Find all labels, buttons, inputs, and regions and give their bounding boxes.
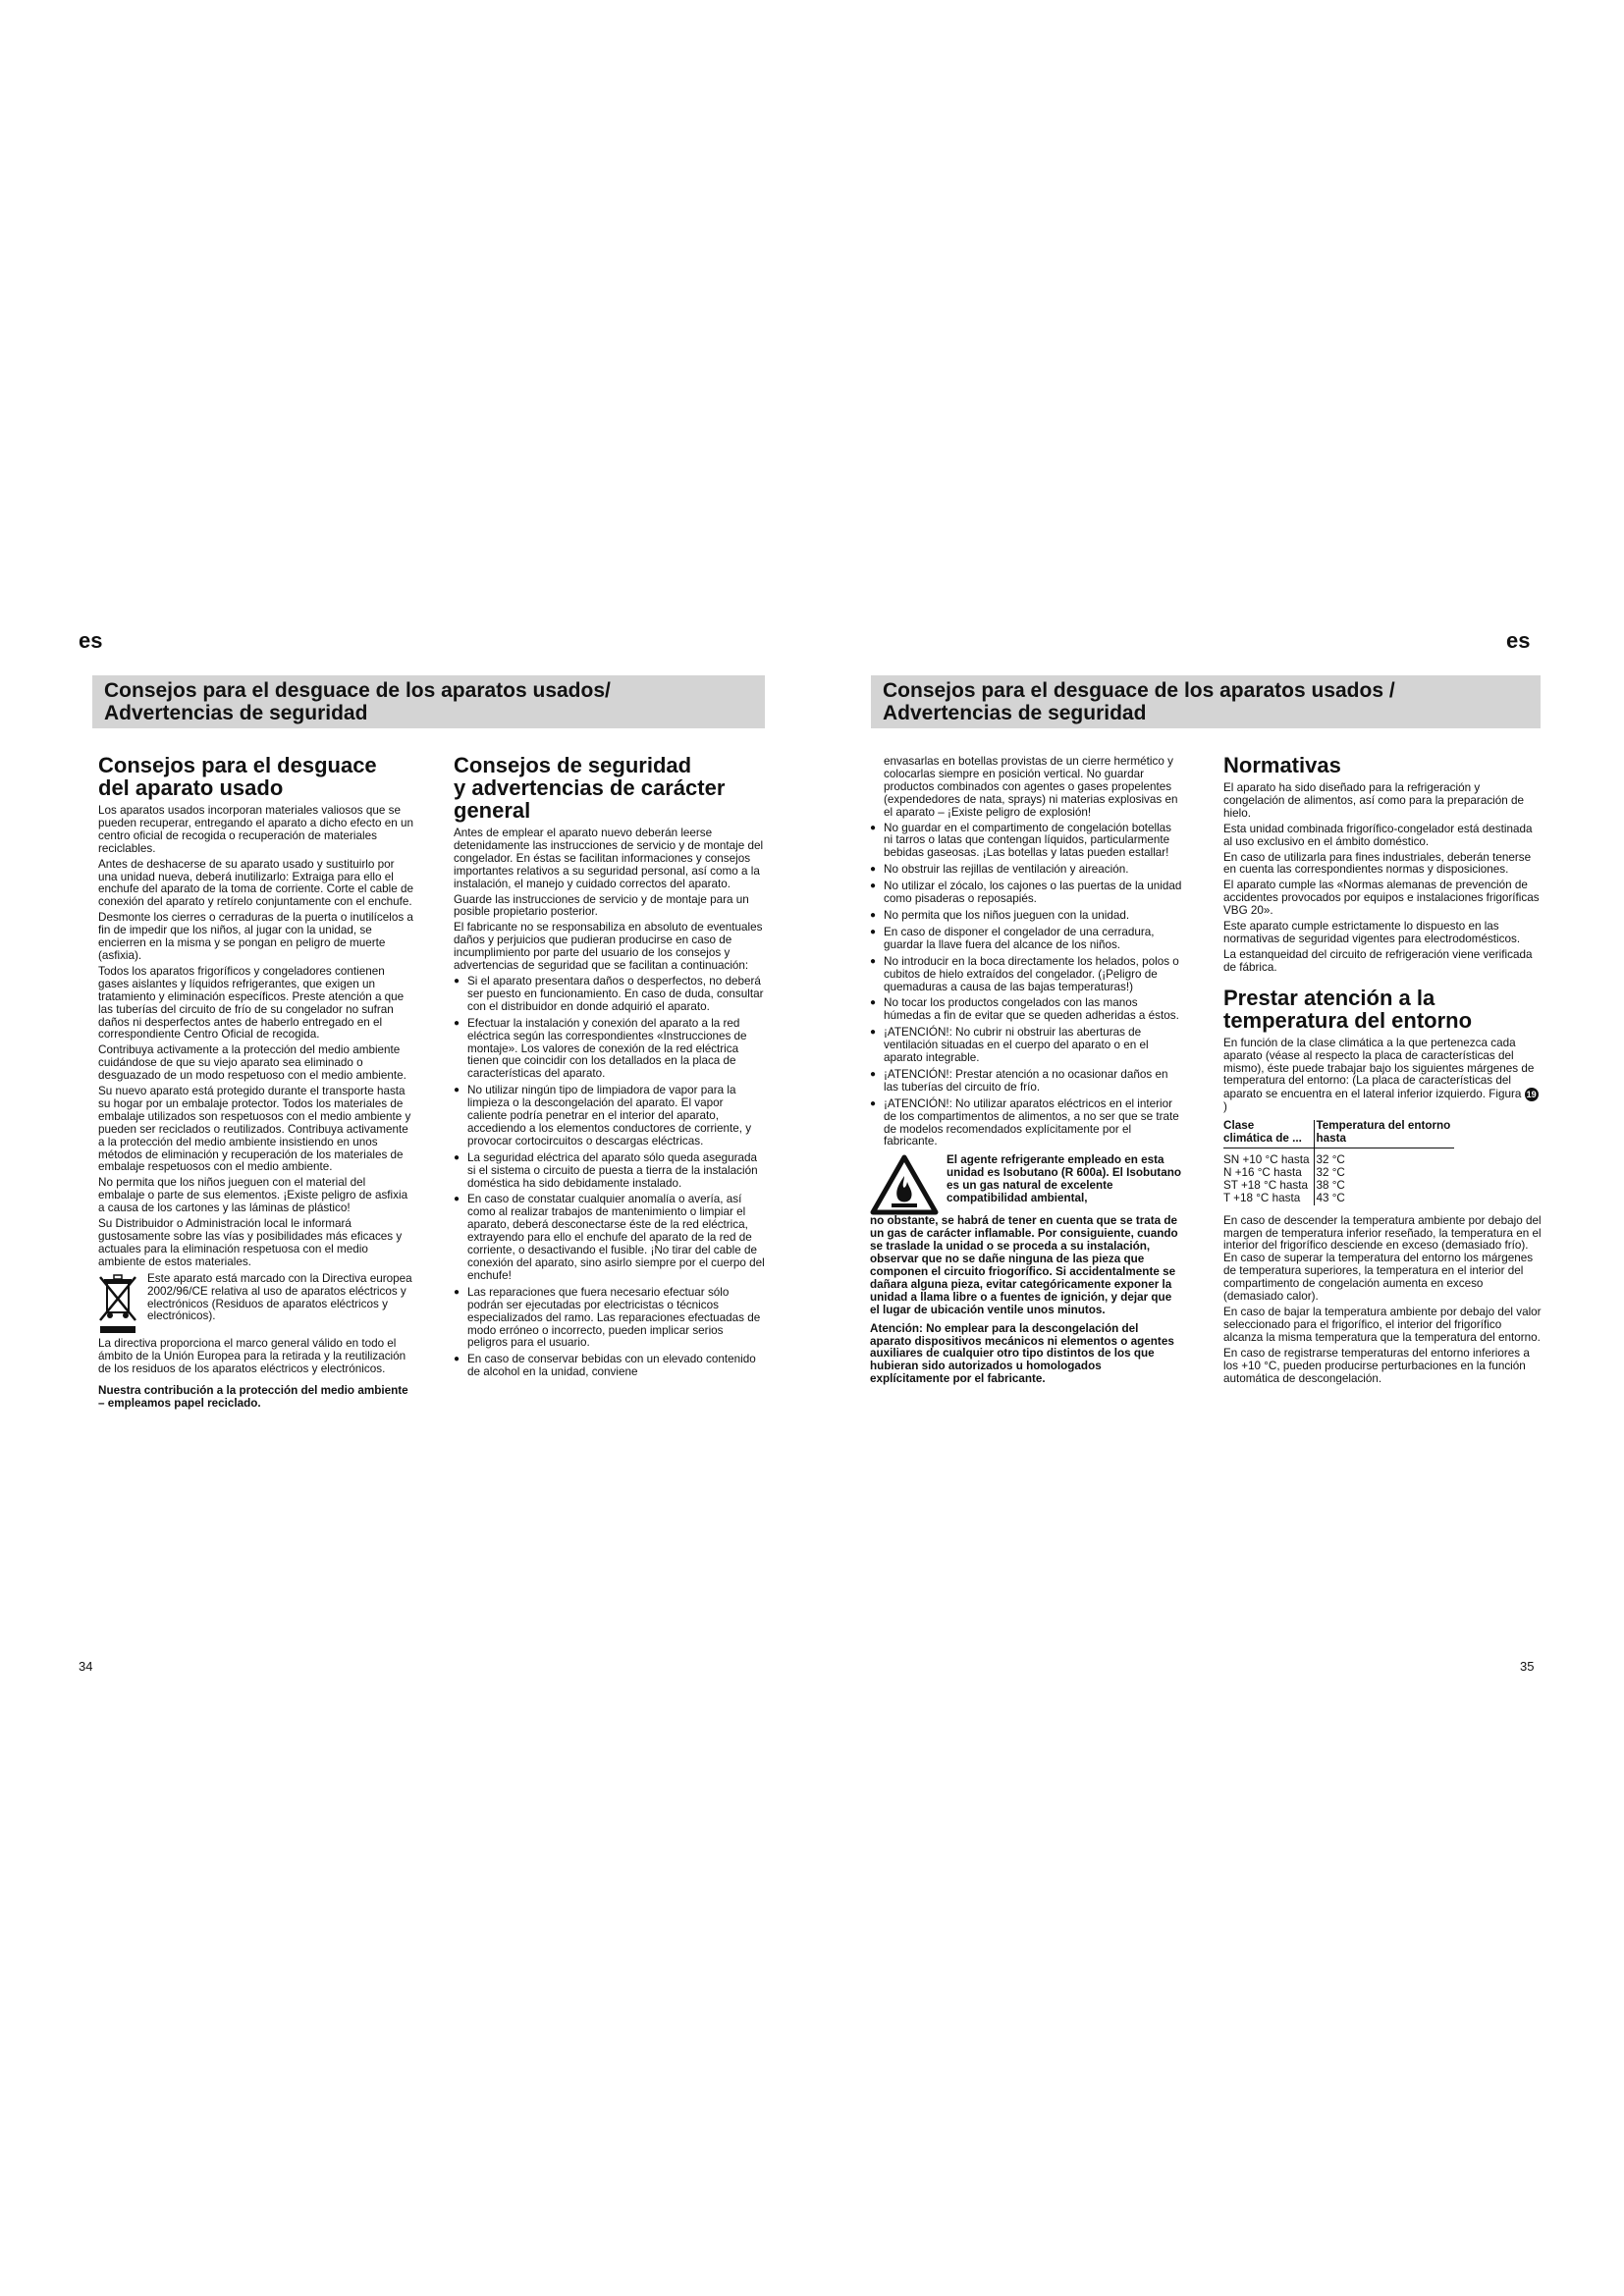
heading-temperature xyxy=(1223,987,1542,1032)
banner-title-line1: Consejos para el desguace de los aparatos usados/ xyxy=(104,679,611,702)
paragraph: Todos los aparatos frigoríficos y congeladores contienen gases aislantes y líquidos refrigerantes, que exigen un tratamiento y eliminación específicos. Preste atención a que las tuberías del circuito de frío de su congelador no sufran daños ni desperfectos antes de haberlo entregado en el correspondiente Centro Oficial de recogida. xyxy=(98,964,405,1041)
list-item: ● Efectuar la instalación y conexión del aparato a la red eléctrica según las correspondientes «Instrucciones de montaje». Los valores de conexión de la red eléctrica tienen que coincidir con los detallados en la placa de características del aparato. xyxy=(454,1018,766,1082)
paragraph: En caso de registrarse temperaturas del entorno inferiores a los +10 °C, pueden producirse perturbaciones en la función automática de descongelación. xyxy=(1223,1346,1530,1385)
safety-list xyxy=(454,976,766,1379)
warning-text: no obstante, se habrá de tener en cuenta que se trata de un gas de carácter inflamable. Por consiguiente, cuando se traslade la unidad o se proceda a su instalación, observar que no se dañe ninguna de las pieza que componen el circuito friogorífico. Si accidentalmente se dañara alguna pieza, evitar categóricamente exponer la unidad a llama libre o a fuentes de ignición, y dejar que el lugar de ubicación ventile unos minutos. xyxy=(870,1214,1178,1316)
page-number-left: 34 xyxy=(79,1659,93,1674)
column-safety-cont xyxy=(870,756,1182,1389)
paragraph: Antes de deshacerse de su aparato usado y sustituirlo por una unidad nueva, deberá inutilizarlo: Extraiga para ello el enchufe del aparato de la toma de corriente. Corte el cable de conexión del aparato y retírelo conjuntamente con el enchufe. xyxy=(98,857,413,909)
list-item: ● No tocar los productos congelados con las manos húmedas a fin de evitar que se queden adheridas a éstos. xyxy=(870,997,1182,1023)
paragraph: La directiva proporciona el marco general válido en todo el ámbito de la Unión Europea para la retirada y la reutilización de los residuos de los aparatos eléctricos y electrónicos. xyxy=(98,1336,406,1375)
heading-line: Prestar atención a la xyxy=(1223,985,1435,1010)
paragraph: En caso de utilizarla para fines industriales, deberán tenerse en cuenta las correspondientes normas y disposiciones. xyxy=(1223,850,1532,877)
heading-line: del aparato usado xyxy=(98,775,284,800)
heading-line: temperatura del entorno xyxy=(1223,1007,1473,1033)
header-text: Temperatura del entorno xyxy=(1316,1119,1451,1133)
heading-line: Consejos de seguridad xyxy=(454,753,692,777)
figure-reference-icon: 19 xyxy=(1526,1090,1537,1100)
list-item: ● No obstruir las rejillas de ventilación y aireación. xyxy=(870,864,1182,877)
list-item: ● No introducir en la boca directamente los helados, polos o cubitos de hielo extraídos del congelador. (¡Peligro de quemaduras a causa de las bajas temperaturas!) xyxy=(870,956,1182,994)
paragraph: Los aparatos usados incorporan materiales valiosos que se pueden recuperar, entregando el aparato a dicho efecto en un centro oficial de recogida o recuperación de materiales reciclables. xyxy=(98,804,414,855)
paragraph: El aparato cumple las «Normas alemanas de prevención de accidentes provocados por equipos e instalaciones frigoríficas VBG 20». xyxy=(1223,879,1540,918)
banner-title-line2: Advertencias de seguridad xyxy=(883,702,1147,724)
weee-text: Este aparato está marcado con la Directiva europea 2002/96/CE relativa al uso de aparatos eléctricos y electrónicos (Residuos de aparatos eléctricos y electrónicos). xyxy=(147,1271,412,1323)
list-item: ● En caso de disponer el congelador de una cerradura, guardar la llave fuera del alcance de los niños. xyxy=(870,927,1182,952)
table-cell: SN +10 °C hasta xyxy=(1223,1153,1310,1167)
table-row xyxy=(1223,1193,1454,1205)
list-item: ● No utilizar ningún tipo de limpiadora de vapor para la limpieza o la descongelación del aparato. El vapor caliente podría penetrar en el interior del aparato, accediendo a los elementos conductores de corriente, y provocar cortocircuitos o descargas eléctricas. xyxy=(454,1085,766,1148)
paragraph: No permita que los niños jueguen con el material del embalaje o parte de sus elementos. ¡Existe peligro de asfixia a causa de los cartones y las láminas de plástico! xyxy=(98,1176,408,1215)
paragraph: Este aparato cumple estrictamente lo dispuesto en las normativas de seguridad vigentes para electrodomésticos. xyxy=(1223,920,1521,945)
heading-normativas: Normativas xyxy=(1223,753,1341,777)
paragraph: La estanqueidad del circuito de refrigeración viene verificada de fábrica. xyxy=(1223,947,1533,974)
list-item: ● ¡ATENCIÓN!: No utilizar aparatos eléctricos en el interior de los compartimentos de alimentos, a no ser que se trate de modelos recomendados explícitamente por el fabricante. xyxy=(870,1098,1182,1149)
paragraph: El fabricante no se responsabiliza en absoluto de eventuales daños y perjuicios que pudieran producirse en caso de incumplimiento por parte del usuario de los consejos y advertencias de seguridad que se facilitan a continuación: xyxy=(454,921,763,973)
section-banner-right xyxy=(871,675,1541,728)
paragraph: Esta unidad combinada frigorífico-congelador está destinada al uso exclusivo en el ámbito doméstico. xyxy=(1223,822,1533,848)
table-cell: ST +18 °C hasta xyxy=(1223,1178,1308,1192)
paragraph: envasarlas en botellas provistas de un cierre hermético y colocarlas siempre en posición vertical. No guardar productos combinados con agentes o gases propelentes (expendedores de nata, sprays) ni materias explosivas en el aparato – ¡Existe peligro de explosión! xyxy=(884,755,1178,819)
header-text: Clase xyxy=(1223,1119,1255,1133)
recycled-paper-note: Nuestra contribución a la protección del medio ambiente – empleamos papel reciclado. xyxy=(98,1384,408,1411)
warning-head: El agente refrigerante empleado en esta unidad es Isobutano (R 600a). El Isobutano es un gas natural de excelente compatibilidad ambiental, xyxy=(947,1153,1181,1205)
crossed-bin-icon xyxy=(98,1273,139,1336)
language-code-left: es xyxy=(79,628,103,653)
paragraph: Desmonte los cierres o cerraduras de la puerta o inutilícelos a fin de impedir que los niños, al jugar con la unidad, se encierren en la misma y se pongan en peligro de muerte (asfixia). xyxy=(98,911,413,962)
list-item: ● ¡ATENCIÓN!: No cubrir ni obstruir las aberturas de ventilación situadas en el cuerpo del aparato o en el aparato integrable. xyxy=(870,1027,1182,1065)
paragraph: Antes de emplear el aparato nuevo deberán leerse detenidamente las instrucciones de servicio y de montaje del congelador. En éstas se facilitan informaciones y consejos importantes relativos a su seguridad personal, así como a la instalación, el manejo y cuidado correctos del aparato. xyxy=(454,827,764,890)
table-header xyxy=(1223,1120,1314,1148)
table-cell: 32 °C xyxy=(1314,1167,1454,1180)
paragraph: El aparato ha sido diseñado para la refrigeración y congelación de alimentos, así como para la preparación de hielo. xyxy=(1223,781,1525,820)
flammable-warning-icon xyxy=(870,1154,939,1215)
heading-line: general xyxy=(454,798,531,823)
column-disposal xyxy=(98,754,414,1414)
column-safety xyxy=(454,754,766,1383)
section-banner-left xyxy=(92,675,765,728)
paragraph: Su Distribuidor o Administración local le informará gustosamente sobre las vías y posibilidades más eficaces y actuales para la eliminación respetuosa con el medio ambiente de estos materiales. xyxy=(98,1217,403,1268)
header-text: climática de ... xyxy=(1223,1132,1302,1146)
table-cell: 32 °C xyxy=(1314,1154,1454,1167)
paragraph-text: ) xyxy=(1223,1100,1227,1114)
paragraph: En caso de bajar la temperatura ambiente por debajo del valor seleccionado para el frigorífico, el interior del frigorífico alcanza la misma temperatura que la temperatura del entorno. xyxy=(1223,1306,1542,1344)
list-item: ● ¡ATENCIÓN!: Prestar atención a no ocasionar daños en las tuberías del circuito de frío. xyxy=(870,1069,1182,1095)
list-item: ● Si el aparato presentara daños o desperfectos, no deberá ser puesto en funcionamiento. En caso de duda, consultar con el distribuidor en donde adquirió el aparato. xyxy=(454,976,766,1014)
column-standards xyxy=(1223,754,1542,1388)
list-item: ● En caso de constatar cualquier anomalía o avería, así como al realizar trabajos de mantenimiento o limpiar el aparato, deberá desconectarse éste de la red eléctrica, extrayendo para ello el enchufe del aparato de la red de corriente, o desactivando el fusible. ¡No tirar del cable de conexión del aparato, sino asirlo siempre por el cuerpo del enchufe! xyxy=(454,1194,766,1282)
atencion-note: Atención: No emplear para la descongelación del aparato dispositivos mecánicos ni elementos o agentes auxiliares de cualquier otro tipo distintos de los que hubieran sido autorizados u homologados explícitamente por el fabricante. xyxy=(870,1321,1174,1386)
table-row xyxy=(1223,1167,1454,1180)
header-text: hasta xyxy=(1316,1132,1347,1146)
page-number-right: 35 xyxy=(1520,1659,1535,1674)
paragraph: En caso de descender la temperatura ambiente por debajo del margen de temperatura inferior reseñado, la temperatura en el interior del frigorífico desciende en exceso (demasiado frío). En caso de superar la temperatura del entorno los márgenes de temperatura superiores, la temperatura en el interior del compartimento de congelación aumenta en exceso (demasiado calor). xyxy=(1223,1213,1542,1304)
table-row xyxy=(1223,1180,1454,1193)
list-item: ● No permita que los niños jueguen con la unidad. xyxy=(870,910,1182,923)
weee-notice xyxy=(98,1273,414,1336)
climate-class-table xyxy=(1223,1120,1454,1204)
heading-safety xyxy=(454,754,766,822)
paragraph: Su nuevo aparato está protegido durante el transporte hasta su hogar por un embalaje protector. Todos los materiales de embalaje utilizados son respetuosos con el medio ambiente y pueden ser reciclados o reutilizados. Contribuya activamente a la protección del medio ambiente insistiendo en unos métodos de eliminación y recuperación de los materiales de embalaje respetuosos con el medio ambiente. xyxy=(98,1085,411,1174)
table-cell: T +18 °C hasta xyxy=(1223,1191,1301,1204)
paragraph: Guarde las instrucciones de servicio y de montaje para un posible propietario posterior. xyxy=(454,892,749,919)
table-header-row xyxy=(1223,1120,1454,1148)
banner-title-line1: Consejos para el desguace de los aparatos usados / xyxy=(883,679,1395,702)
table-cell: 38 °C xyxy=(1314,1180,1454,1193)
safety-list xyxy=(870,823,1182,1149)
list-item: ● No utilizar el zócalo, los cajones o las puertas de la unidad como pisaderas o reposapiés. xyxy=(870,881,1182,906)
heading-disposal xyxy=(98,754,414,799)
paragraph: Contribuya activamente a la protección del medio ambiente cuidándose de que su viejo aparato sea eliminado o desguazado de un modo respetuoso con el medio ambiente. xyxy=(98,1043,406,1083)
paragraph xyxy=(1223,1038,1542,1115)
list-item: ● No guardar en el compartimento de congelación botellas ni tarros o latas que contengan líquidos, particularmente bebidas gaseosas. ¡Las botellas y latas pueden estallar! xyxy=(870,823,1182,861)
table-cell: 43 °C xyxy=(1314,1193,1454,1205)
heading-line: y advertencias de carácter xyxy=(454,775,726,800)
table-cell: N +16 °C hasta xyxy=(1223,1165,1302,1179)
list-item: ● Las reparaciones que fuera necesario efectuar sólo podrán ser ejecutadas por electricistas o técnicos especializados del ramo. Las reparaciones efectuadas de modo erróneo o incorrecto, pueden implicar serios peligros para el usuario. xyxy=(454,1287,766,1351)
heading-line: Consejos para el desguace xyxy=(98,753,377,777)
banner-title-line2: Advertencias de seguridad xyxy=(104,702,368,724)
table-header xyxy=(1314,1120,1454,1148)
flammable-warning xyxy=(870,1154,1182,1215)
list-item: ● La seguridad eléctrica del aparato sólo queda asegurada si el sistema o circuito de puesta a tierra de la instalación doméstica ha sido debidamente instalado. xyxy=(454,1152,766,1191)
table-row xyxy=(1223,1154,1454,1167)
paragraph-text: En función de la clase climática a la que pertenezca cada aparato (véase al respecto la placa de características del mismo), éste puede trabajar bajo los siguientes márgenes de temperatura del entorno: (La placa de características del aparato se encuentra en el lateral inferior izquierdo. Figura xyxy=(1223,1036,1535,1101)
language-code-right: es xyxy=(1506,628,1531,653)
list-item: ● En caso de conservar bebidas con un elevado contenido de alcohol en la unidad, conviene xyxy=(454,1354,766,1379)
